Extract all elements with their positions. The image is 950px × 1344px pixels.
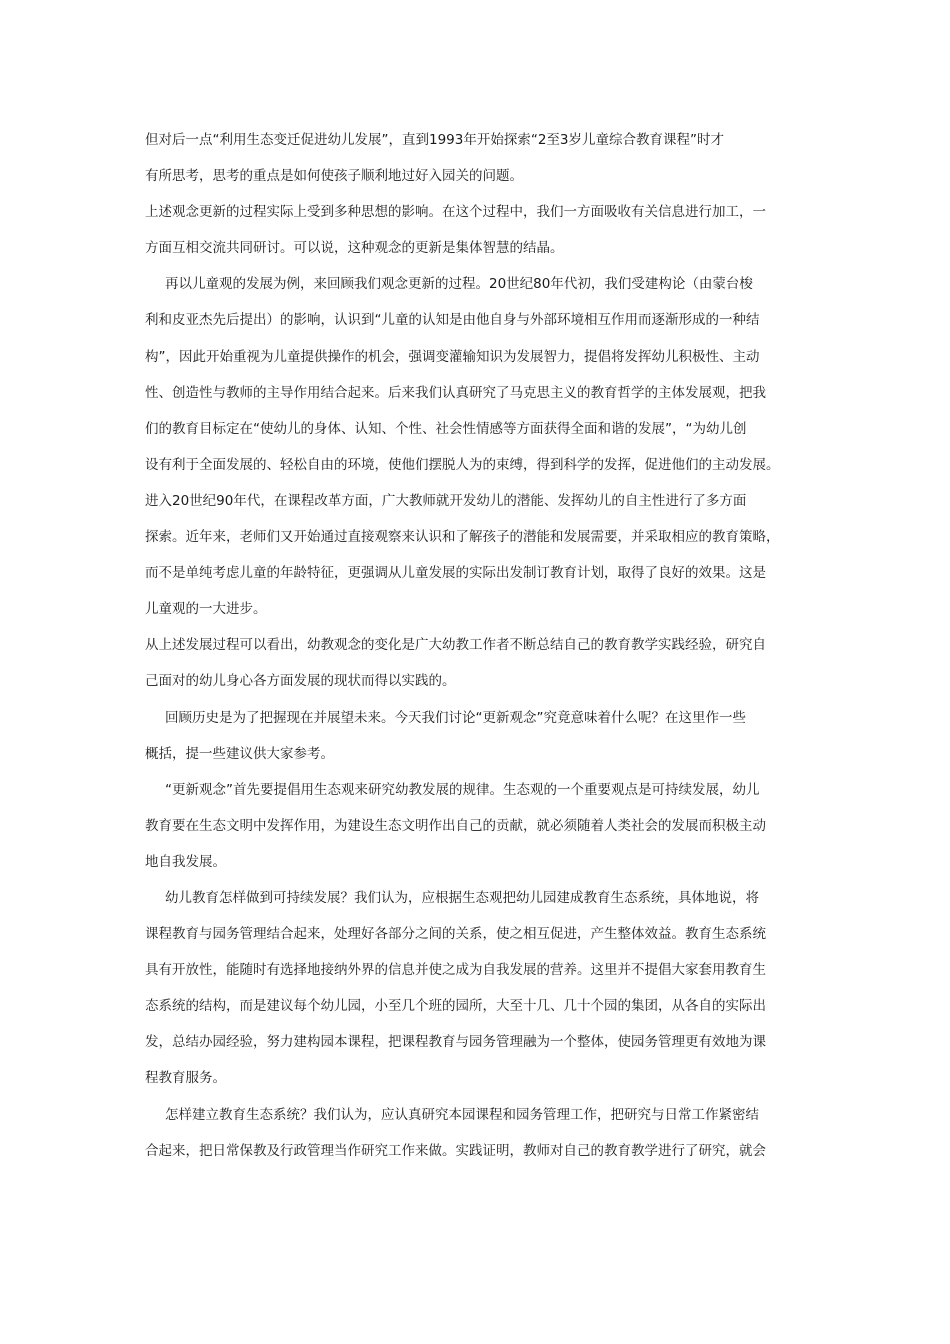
text-line: 方面互相交流共同研讨。可以说，这种观念的更新是集体智慧的结晶。 bbox=[145, 240, 564, 257]
text-line: 课程教育与园务管理结合起来，处理好各部分之间的关系，使之相互促进，产生整体效益。教育生态系统 bbox=[145, 926, 766, 943]
text-line: 们的教育目标定在“使幼儿的身体、认知、个性、社会性情感等方面获得全面和谐的发展”，“为幼儿创 bbox=[145, 420, 747, 437]
text-line: “更新观念”首先要提倡用生态观来研究幼教发展的规律。生态观的一个重要观点是可持续发展，幼儿 bbox=[165, 781, 760, 798]
text-line: 态系统的结构，而是建议每个幼儿园，小至几个班的园所，大至十几、几十个园的集团，从各自的实际出 bbox=[145, 998, 766, 1015]
text-line: 具有开放性，能随时有选择地接纳外界的信息并使之成为自我发展的营养。这里并不提倡大家套用教育生 bbox=[145, 962, 766, 979]
text-line: 构”，因此开始重视为儿童提供操作的机会，强调变灌输知识为发展智力，提倡将发挥幼儿积极性、主动 bbox=[145, 348, 760, 365]
text-line: 进入20世纪90年代，在课程改革方面，广大教师就开发幼儿的潜能、发挥幼儿的自主性进行了多方面 bbox=[145, 492, 747, 509]
text-line: 设有利于全面发展的、轻松自由的环境，使他们摆脱人为的束缚，得到科学的发挥，促进他们的主动发展。 bbox=[145, 456, 780, 473]
text-line: 己面对的幼儿身心各方面发展的现状而得以实践的。 bbox=[145, 673, 456, 690]
text-line: 幼儿教育怎样做到可持续发展？我们认为，应根据生态观把幼儿园建成教育生态系统，具体地说，将 bbox=[165, 889, 759, 906]
document-body bbox=[145, 122, 813, 1169]
text-line: 地自我发展。 bbox=[145, 853, 226, 870]
text-line: 上述观念更新的过程实际上受到多种思想的影响。在这个过程中，我们一方面吸收有关信息进行加工，一 bbox=[145, 204, 766, 221]
text-line: 儿童观的一大进步。 bbox=[145, 601, 267, 618]
text-line: 性、创造性与教师的主导作用结合起来。后来我们认真研究了马克思主义的教育哲学的主体发展观，把我 bbox=[145, 384, 766, 401]
text-line: 发，总结办园经验，努力建构园本课程，把课程教育与园务管理融为一个整体，使园务管理更有效地为课 bbox=[145, 1034, 766, 1051]
text-line: 从上述发展过程可以看出，幼教观念的变化是广大幼教工作者不断总结自己的教育教学实践经验，研究自 bbox=[145, 637, 766, 654]
text-line: 合起来，把日常保教及行政管理当作研究工作来做。实践证明，教师对自己的教育教学进行了研究，就会 bbox=[145, 1142, 766, 1159]
text-line: 程教育服务。 bbox=[145, 1070, 226, 1087]
text-line: 利和皮亚杰先后提出）的影响，认识到“儿童的认知是由他自身与外部环境相互作用而逐渐形成的一种结 bbox=[145, 312, 760, 329]
text-line: 但对后一点“利用生态变迁促进幼儿发展”，直到1993年开始探索“2至3岁儿童综合教育课程”时才 bbox=[145, 132, 725, 148]
text-line: 回顾历史是为了把握现在并展望未来。今天我们讨论“更新观念”究竟意味着什么呢？在这里作一些 bbox=[165, 709, 746, 726]
text-line: 教育要在生态文明中发挥作用，为建设生态文明作出自己的贡献，就必须随着人类社会的发展而积极主动 bbox=[145, 817, 766, 834]
text-line: 而不是单纯考虑儿童的年龄特征，更强调从儿童发展的实际出发制订教育计划，取得了良好的效果。这是 bbox=[145, 565, 766, 582]
text-line: 再以儿童观的发展为例，来回顾我们观念更新的过程。20世纪80年代初，我们受建构论（由蒙台梭 bbox=[165, 276, 753, 293]
text-line: 怎样建立教育生态系统？我们认为，应认真研究本园课程和园务管理工作，把研究与日常工作紧密结 bbox=[165, 1106, 759, 1123]
text-line: 探索。近年来，老师们又开始通过直接观察来认识和了解孩子的潜能和发展需要，并采取相应的教育策略， bbox=[145, 529, 780, 546]
text-line: 概括，提一些建议供大家参考。 bbox=[145, 745, 334, 762]
text-line: 有所思考，思考的重点是如何使孩子顺利地过好入园关的问题。 bbox=[145, 168, 523, 185]
